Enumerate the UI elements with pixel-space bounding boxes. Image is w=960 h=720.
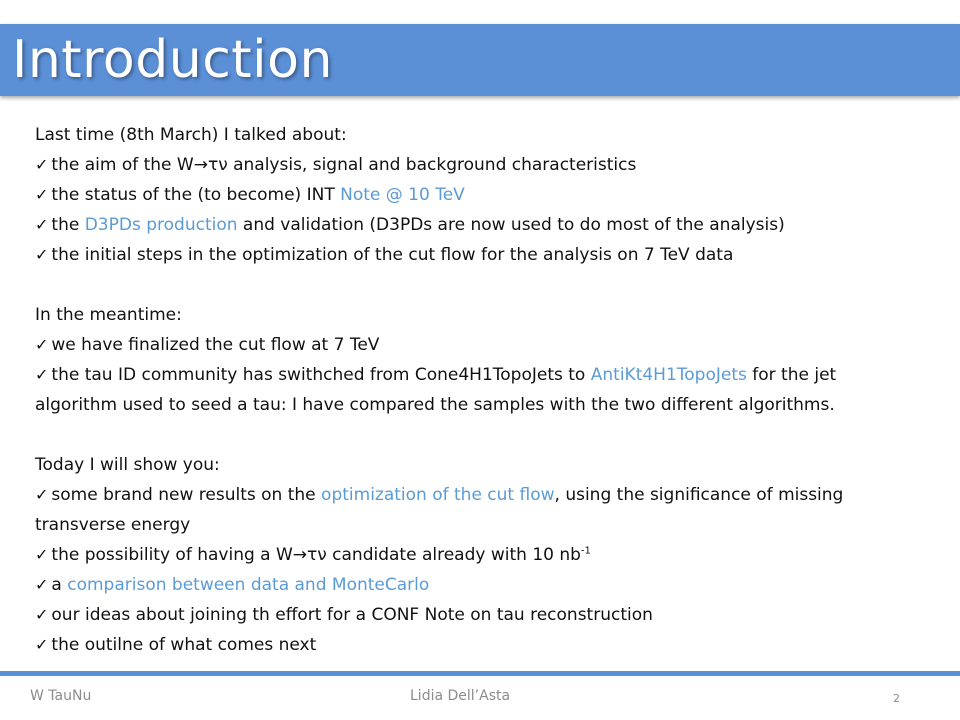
spacer: [35, 270, 915, 300]
d3pds-link[interactable]: D3PDs production: [84, 215, 238, 235]
comparison-link[interactable]: comparison between data and MonteCarlo: [67, 575, 430, 595]
bullet-item: ✓ the initial steps in the optimization of the cut flow for the analysis on 7 TeV data: [35, 245, 734, 265]
bullet-item: ✓ the tau ID community has swithched from Cone4H1TopoJets to AntiKt4H1TopoJets for the jet algorithm used to seed a tau: I have compared the samples with the two different algorithms.: [35, 365, 837, 415]
bullet-item: ✓ a comparison between data and MonteCarlo: [35, 575, 430, 595]
bullet-item: ✓ our ideas about joining th effort for a CONF Note on tau reconstruction: [35, 605, 653, 625]
slide-title: Introduction: [12, 30, 333, 90]
footer-author: Lidia Dell’Asta: [410, 688, 511, 704]
bullet-item: ✓ we have finalized the cut flow at 7 TeV: [35, 335, 380, 355]
checkmark-icon: ✓: [35, 365, 49, 384]
checkmark-icon: ✓: [35, 485, 49, 504]
bullet-item: ✓ some brand new results on the optimization of the cut flow, using the significance of missing transverse energy: [35, 485, 844, 535]
slide-content: [35, 120, 915, 660]
bullet-item: ✓ the D3PDs production and validation (D3PDs are now used to do most of the analysis): [35, 215, 785, 235]
checkmark-icon: ✓: [35, 335, 49, 354]
checkmark-icon: ✓: [35, 545, 49, 564]
checkmark-icon: ✓: [35, 215, 49, 234]
footer-left-text: W TauNu: [30, 688, 92, 704]
optimization-link[interactable]: optimization of the cut flow: [321, 485, 555, 505]
checkmark-icon: ✓: [35, 245, 49, 264]
section-header: Last time (8th March) I talked about:: [35, 125, 347, 145]
checkmark-icon: ✓: [35, 575, 49, 594]
antikt-link[interactable]: AntiKt4H1TopoJets: [590, 365, 747, 385]
note-link[interactable]: Note @ 10 TeV: [340, 185, 465, 205]
title-bar: [0, 24, 960, 96]
bullet-item: ✓ the status of the (to become) INT Note @ 10 TeV: [35, 185, 465, 205]
checkmark-icon: ✓: [35, 185, 49, 204]
footer-divider: [0, 671, 960, 676]
bullet-item: ✓ the aim of the W→τν analysis, signal and background characteristics: [35, 155, 637, 175]
checkmark-icon: ✓: [35, 155, 49, 174]
section-header: Today I will show you:: [35, 455, 220, 475]
checkmark-icon: ✓: [35, 605, 49, 624]
page-number: 2: [893, 692, 900, 705]
section-header: In the meantime:: [35, 305, 182, 325]
spacer: [35, 420, 915, 450]
checkmark-icon: ✓: [35, 635, 49, 654]
bullet-item: ✓ the possibility of having a W→τν candidate already with 10 $nb^{-1}$: [35, 545, 591, 565]
bullet-item: ✓ the outilne of what comes next: [35, 635, 317, 655]
